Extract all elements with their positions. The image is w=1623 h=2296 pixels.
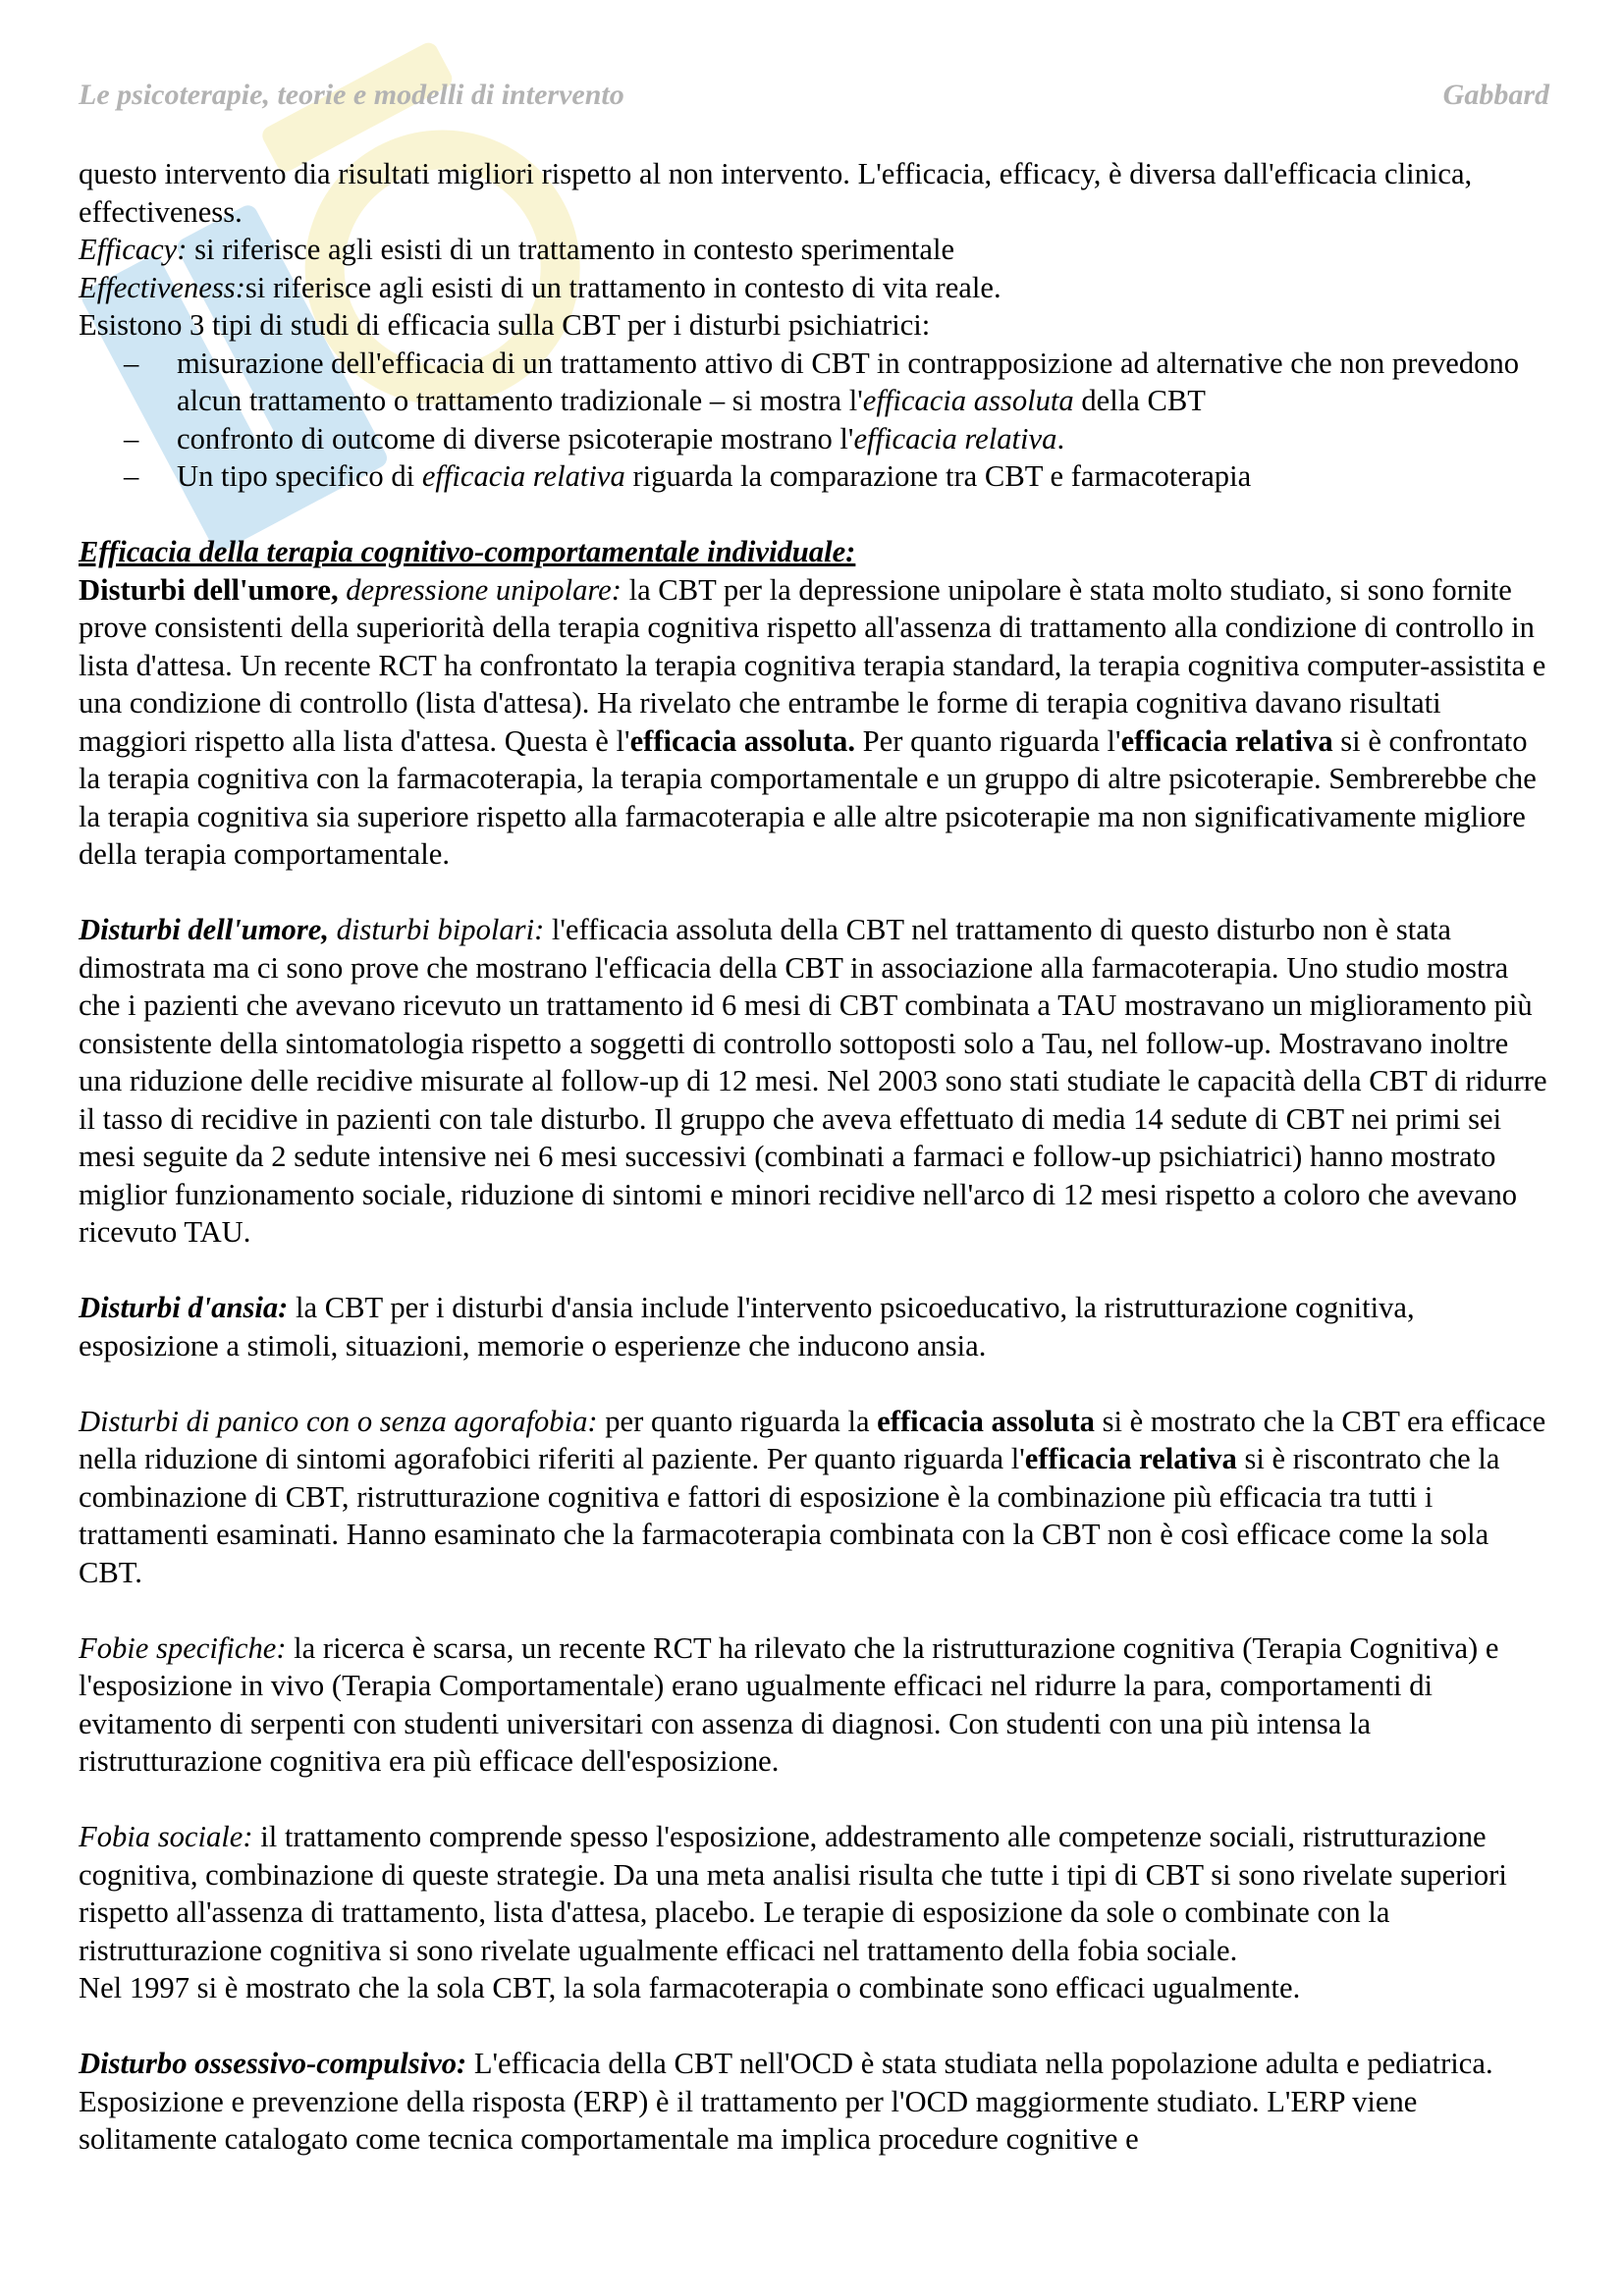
section-title: Efficacia della terapia cognitivo-comportamentale individuale:	[79, 535, 856, 568]
paragraph-unipolar: Disturbi dell'umore, depressione unipolare: la CBT per la depressione unipolare è stata molto studiato, si sono fornite prove consistenti della superiorità della terapia cognitiva rispetto all'assenza di trattamento alla condizione di controllo in lista d'attesa. Un recente RCT ha confrontato la terapia cognitiva terapia standard, la terapia cognitiva computer-assistita e una condizione di controllo (lista d'attesa). Ha rivelato che entrambe le forme di terapia cognitiva davano risultati maggiori rispetto alla lista d'attesa. Questa è l'efficacia assoluta. Per quanto riguarda l'efficacia relativa si è confrontato la terapia cognitiva con la farmacoterapia, la terapia comportamentale e un gruppo di altre psicoterapie. Sembrerebbe che la terapia cognitiva sia superiore rispetto alla farmacoterapia e alle altre psicoterapie ma non significativamente migliore della terapia comportamentale.	[79, 572, 1546, 871]
paragraph-bipolar: Disturbi dell'umore, disturbi bipolari: l'efficacia assoluta della CBT nel trattamento di questo disturbo non è stata dimostrata ma ci sono prove che mostrano l'efficacia della CBT in associazione alla farmacoterapia. Uno studio mostra che i pazienti che avevano ricevuto un trattamento id 6 mesi di CBT combinata a TAU mostravano un miglioramento più consistente della sintomatologia rispetto a soggetti di controllo sottoposti solo a Tau, nel follow-up. Mostravano inoltre una riduzione delle recidive misurate al follow-up di 12 mesi. Nel 2003 sono stati studiate le capacità della CBT di ridurre il tasso di recidive in pazienti con tale disturbo. Il gruppo che aveva effettuato di media 14 sedute di CBT nei primi sei mesi seguite da 2 sedute intensive nei 6 mesi successivi (combinati a farmaci e follow-up psichiatrici) hanno mostrato miglior funzionamento sociale, riduzione di sintomi e minori recidive nell'arco di 12 mesi rispetto a coloro che avevano ricevuto TAU.	[79, 913, 1547, 1249]
intro-paragraph: questo intervento dia risultati migliori rispetto al non intervento. L'efficacia, efficacy, è diversa dall'efficacia clinica, effectiveness.	[79, 157, 1473, 229]
header-title: Le psicoterapie, teorie e modelli di intervento	[79, 79, 624, 111]
header-author: Gabbard	[1442, 79, 1549, 111]
paragraph-social-phobia-1997: Nel 1997 si è mostrato che la sola CBT, la sola farmacoterapia o combinate sono efficaci ugualmente.	[79, 1971, 1301, 2004]
paragraph-panic: Disturbi di panico con o senza agorafobia: per quanto riguarda la efficacia assoluta si è mostrato che la CBT era efficace nella riduzione di sintomi agorafobici riferiti al paziente. Per quanto riguarda l'efficacia relativa si è riscontrato che la combinazione di CBT, ristrutturazione cognitiva e fattori di esposizione è la combinazione più efficacia tra tutti i trattamenti esaminati. Hanno esaminato che la farmacoterapia combinata con la CBT non è così efficace come la sola CBT.	[79, 1404, 1546, 1589]
list-item: – confronto di outcome di diverse psicoterapie mostrano l'efficacia relativa.	[124, 421, 1065, 455]
document-body	[79, 155, 1551, 2159]
paragraph-social-phobia: Fobia sociale: il trattamento comprende spesso l'esposizione, addestramento alle competenze sociali, ristrutturazione cognitiva, combinazione di queste strategie. Da una meta analisi risulta che tutte i tipi di CBT si sono rivelate superiori rispetto all'assenza di trattamento, lista d'attesa, placebo. Le terapie di esposizione da sole o combinate con la ristrutturazione cognitiva si sono rivelate ugualmente efficaci nel trattamento della fobia sociale.	[79, 1820, 1507, 1967]
paragraph-anxiety: Disturbi d'ansia: la CBT per i disturbi d'ansia include l'intervento psicoeducativo, la ristrutturazione cognitiva, esposizione a stimoli, situazioni, memorie o esperienze che inducono ansia.	[79, 1291, 1415, 1362]
efficacy-definition: Efficacy: si riferisce agli esisti di un trattamento in contesto sperimentale	[79, 233, 955, 266]
study-types-list	[79, 345, 1551, 496]
effectiveness-definition: Effectiveness:si riferisce agli esisti di un trattamento in contesto di vita reale.	[79, 270, 1001, 304]
study-types-intro: Esistono 3 tipi di studi di efficacia sulla CBT per i disturbi psichiatrici:	[79, 308, 931, 342]
list-item: – Un tipo specifico di efficacia relativa riguarda la comparazione tra CBT e farmacoterapia	[124, 459, 1252, 493]
list-item: – misurazione dell'efficacia di un trattamento attivo di CBT in contrapposizione ad alternative che non prevedono alcun trattamento o trattamento tradizionale – si mostra l'efficacia assoluta della CBT	[124, 346, 1520, 417]
paragraph-ocd: Disturbo ossessivo-compulsivo: L'efficacia della CBT nell'OCD è stata studiata nella popolazione adulta e pediatrica. Esposizione e prevenzione della risposta (ERP) è il trattamento per l'OCD maggiormente studiato. L'ERP viene solitamente catalogato come tecnica comportamentale ma implica procedure cognitive e	[79, 2047, 1493, 2156]
page-header	[79, 79, 1549, 122]
paragraph-phobias: Fobie specifiche: la ricerca è scarsa, un recente RCT ha rilevato che la ristrutturazione cognitiva (Terapia Cognitiva) e l'esposizione in vivo (Terapia Comportamentale) erano ugualmente efficaci nel ridurre la para, comportamenti di evitamento di serpenti con studenti universitari con assenza di diagnosi. Con studenti con una più intensa la ristrutturazione cognitiva era più efficace dell'esposizione.	[79, 1630, 1499, 1778]
